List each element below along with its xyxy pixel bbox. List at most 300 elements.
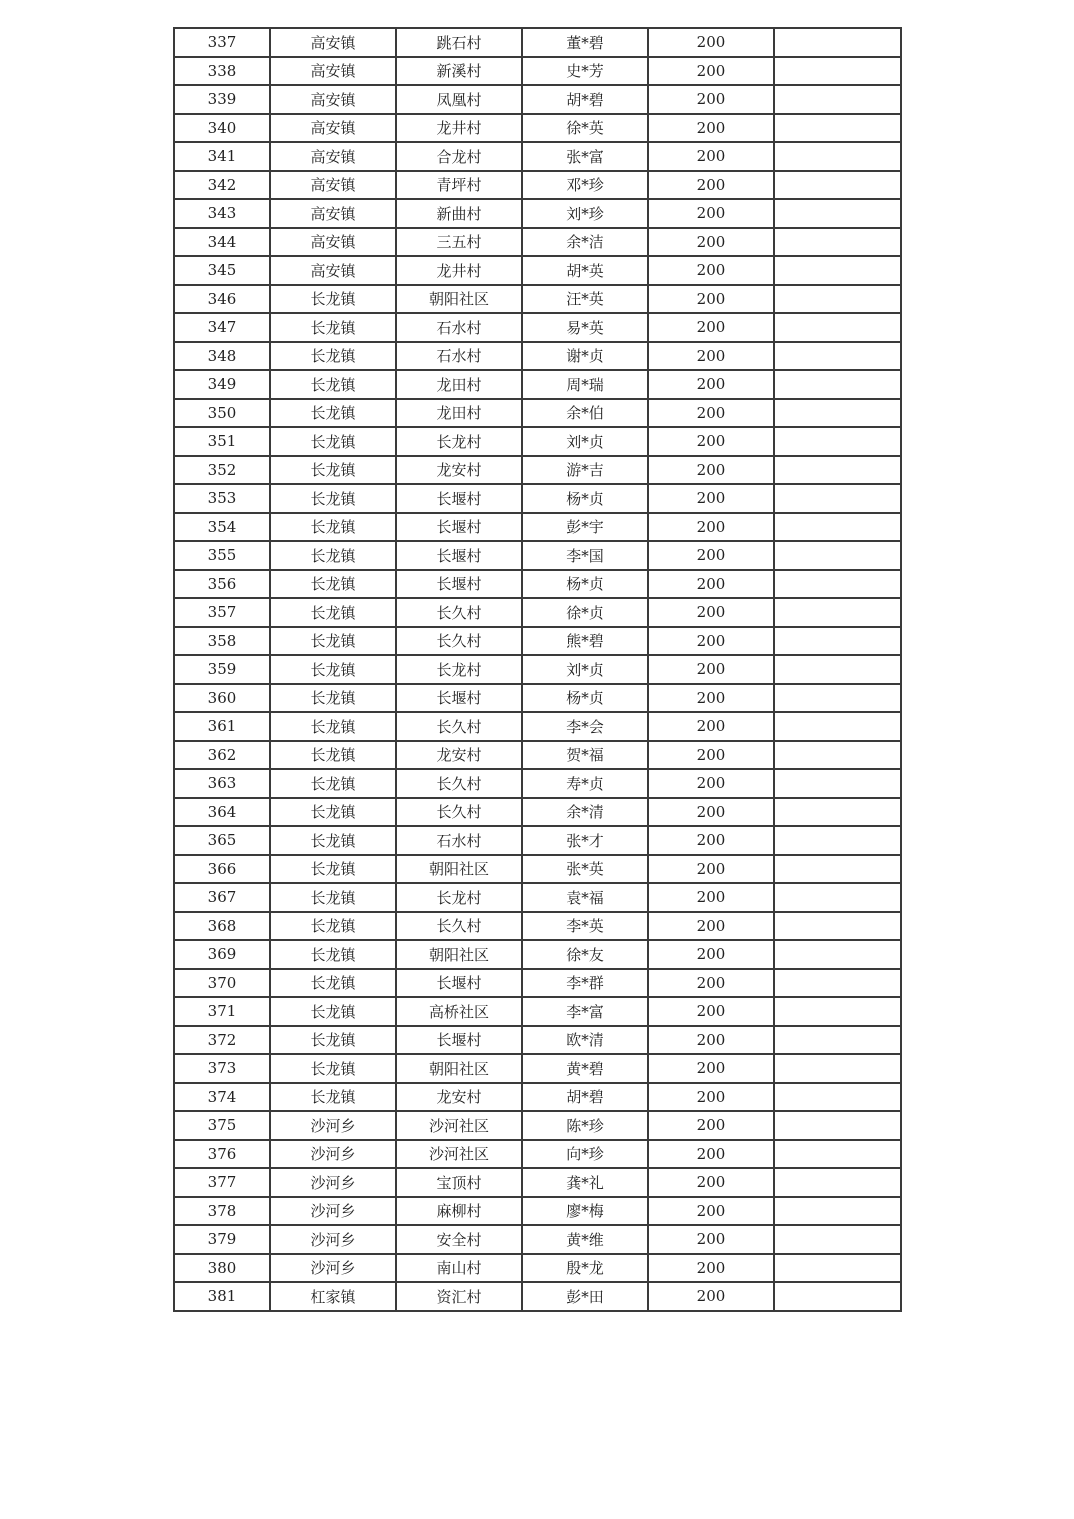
town-cell: 长龙镇 bbox=[270, 456, 396, 485]
village-cell: 合龙村 bbox=[396, 142, 522, 171]
table-row bbox=[174, 114, 901, 143]
town-cell: 高安镇 bbox=[270, 199, 396, 228]
note-cell bbox=[774, 342, 901, 371]
village-cell: 长久村 bbox=[396, 627, 522, 656]
village-cell: 长久村 bbox=[396, 712, 522, 741]
name-cell: 熊*碧 bbox=[522, 627, 648, 656]
name-cell: 黄*碧 bbox=[522, 1054, 648, 1083]
name-cell: 杨*贞 bbox=[522, 484, 648, 513]
village-cell: 石水村 bbox=[396, 313, 522, 342]
name-cell: 殷*龙 bbox=[522, 1254, 648, 1283]
row-number-cell: 345 bbox=[174, 256, 270, 285]
table-row bbox=[174, 712, 901, 741]
note-cell bbox=[774, 598, 901, 627]
amount-cell: 200 bbox=[648, 484, 774, 513]
table-row bbox=[174, 655, 901, 684]
note-cell bbox=[774, 883, 901, 912]
note-cell bbox=[774, 826, 901, 855]
note-cell bbox=[774, 741, 901, 770]
table-row bbox=[174, 969, 901, 998]
table-body bbox=[174, 28, 901, 1311]
town-cell: 长龙镇 bbox=[270, 912, 396, 941]
note-cell bbox=[774, 399, 901, 428]
table-row bbox=[174, 85, 901, 114]
name-cell: 彭*田 bbox=[522, 1282, 648, 1311]
note-cell bbox=[774, 1282, 901, 1311]
amount-cell: 200 bbox=[648, 1054, 774, 1083]
table-row bbox=[174, 342, 901, 371]
row-number-cell: 349 bbox=[174, 370, 270, 399]
name-cell: 刘*贞 bbox=[522, 427, 648, 456]
table-row bbox=[174, 598, 901, 627]
note-cell bbox=[774, 285, 901, 314]
table-row bbox=[174, 57, 901, 86]
name-cell: 李*国 bbox=[522, 541, 648, 570]
note-cell bbox=[774, 199, 901, 228]
amount-cell: 200 bbox=[648, 1225, 774, 1254]
name-cell: 余*洁 bbox=[522, 228, 648, 257]
note-cell bbox=[774, 798, 901, 827]
table-row bbox=[174, 313, 901, 342]
row-number-cell: 337 bbox=[174, 28, 270, 57]
row-number-cell: 342 bbox=[174, 171, 270, 200]
row-number-cell: 375 bbox=[174, 1111, 270, 1140]
amount-cell: 200 bbox=[648, 1168, 774, 1197]
town-cell: 长龙镇 bbox=[270, 484, 396, 513]
town-cell: 高安镇 bbox=[270, 28, 396, 57]
amount-cell: 200 bbox=[648, 912, 774, 941]
table-row bbox=[174, 370, 901, 399]
note-cell bbox=[774, 912, 901, 941]
note-cell bbox=[774, 541, 901, 570]
town-cell: 长龙镇 bbox=[270, 427, 396, 456]
town-cell: 长龙镇 bbox=[270, 883, 396, 912]
amount-cell: 200 bbox=[648, 427, 774, 456]
note-cell bbox=[774, 997, 901, 1026]
village-cell: 宝顶村 bbox=[396, 1168, 522, 1197]
amount-cell: 200 bbox=[648, 1282, 774, 1311]
amount-cell: 200 bbox=[648, 798, 774, 827]
town-cell: 沙河乡 bbox=[270, 1225, 396, 1254]
amount-cell: 200 bbox=[648, 399, 774, 428]
row-number-cell: 373 bbox=[174, 1054, 270, 1083]
table-row bbox=[174, 1083, 901, 1112]
table-row bbox=[174, 627, 901, 656]
note-cell bbox=[774, 1168, 901, 1197]
note-cell bbox=[774, 570, 901, 599]
amount-cell: 200 bbox=[648, 142, 774, 171]
row-number-cell: 339 bbox=[174, 85, 270, 114]
town-cell: 长龙镇 bbox=[270, 285, 396, 314]
town-cell: 杠家镇 bbox=[270, 1282, 396, 1311]
name-cell: 贺*福 bbox=[522, 741, 648, 770]
village-cell: 朝阳社区 bbox=[396, 285, 522, 314]
town-cell: 高安镇 bbox=[270, 256, 396, 285]
town-cell: 长龙镇 bbox=[270, 769, 396, 798]
note-cell bbox=[774, 684, 901, 713]
table-row bbox=[174, 427, 901, 456]
name-cell: 向*珍 bbox=[522, 1140, 648, 1169]
village-cell: 长久村 bbox=[396, 912, 522, 941]
town-cell: 高安镇 bbox=[270, 57, 396, 86]
row-number-cell: 362 bbox=[174, 741, 270, 770]
amount-cell: 200 bbox=[648, 57, 774, 86]
amount-cell: 200 bbox=[648, 969, 774, 998]
note-cell bbox=[774, 1197, 901, 1226]
name-cell: 李*群 bbox=[522, 969, 648, 998]
village-cell: 跳石村 bbox=[396, 28, 522, 57]
name-cell: 谢*贞 bbox=[522, 342, 648, 371]
note-cell bbox=[774, 1054, 901, 1083]
name-cell: 张*英 bbox=[522, 855, 648, 884]
note-cell bbox=[774, 313, 901, 342]
town-cell: 高安镇 bbox=[270, 142, 396, 171]
note-cell bbox=[774, 1254, 901, 1283]
note-cell bbox=[774, 1140, 901, 1169]
note-cell bbox=[774, 484, 901, 513]
name-cell: 汪*英 bbox=[522, 285, 648, 314]
note-cell bbox=[774, 256, 901, 285]
amount-cell: 200 bbox=[648, 85, 774, 114]
town-cell: 沙河乡 bbox=[270, 1168, 396, 1197]
name-cell: 胡*碧 bbox=[522, 1083, 648, 1112]
note-cell bbox=[774, 1111, 901, 1140]
name-cell: 欧*清 bbox=[522, 1026, 648, 1055]
amount-cell: 200 bbox=[648, 342, 774, 371]
amount-cell: 200 bbox=[648, 228, 774, 257]
name-cell: 张*富 bbox=[522, 142, 648, 171]
row-number-cell: 360 bbox=[174, 684, 270, 713]
amount-cell: 200 bbox=[648, 883, 774, 912]
town-cell: 长龙镇 bbox=[270, 370, 396, 399]
village-cell: 沙河社区 bbox=[396, 1111, 522, 1140]
table-row bbox=[174, 940, 901, 969]
amount-cell: 200 bbox=[648, 1111, 774, 1140]
row-number-cell: 338 bbox=[174, 57, 270, 86]
note-cell bbox=[774, 712, 901, 741]
row-number-cell: 372 bbox=[174, 1026, 270, 1055]
table-row bbox=[174, 855, 901, 884]
name-cell: 史*芳 bbox=[522, 57, 648, 86]
note-cell bbox=[774, 370, 901, 399]
row-number-cell: 363 bbox=[174, 769, 270, 798]
table-row bbox=[174, 541, 901, 570]
amount-cell: 200 bbox=[648, 598, 774, 627]
amount-cell: 200 bbox=[648, 1083, 774, 1112]
name-cell: 易*英 bbox=[522, 313, 648, 342]
amount-cell: 200 bbox=[648, 1254, 774, 1283]
village-cell: 长龙村 bbox=[396, 883, 522, 912]
village-cell: 长龙村 bbox=[396, 655, 522, 684]
row-number-cell: 359 bbox=[174, 655, 270, 684]
town-cell: 高安镇 bbox=[270, 85, 396, 114]
name-cell: 刘*贞 bbox=[522, 655, 648, 684]
town-cell: 长龙镇 bbox=[270, 969, 396, 998]
note-cell bbox=[774, 1225, 901, 1254]
note-cell bbox=[774, 28, 901, 57]
name-cell: 胡*英 bbox=[522, 256, 648, 285]
village-cell: 三五村 bbox=[396, 228, 522, 257]
table-row bbox=[174, 1168, 901, 1197]
note-cell bbox=[774, 456, 901, 485]
town-cell: 长龙镇 bbox=[270, 655, 396, 684]
town-cell: 长龙镇 bbox=[270, 684, 396, 713]
amount-cell: 200 bbox=[648, 940, 774, 969]
name-cell: 廖*梅 bbox=[522, 1197, 648, 1226]
town-cell: 长龙镇 bbox=[270, 570, 396, 599]
row-number-cell: 379 bbox=[174, 1225, 270, 1254]
name-cell: 彭*宇 bbox=[522, 513, 648, 542]
row-number-cell: 343 bbox=[174, 199, 270, 228]
table-row bbox=[174, 1197, 901, 1226]
row-number-cell: 357 bbox=[174, 598, 270, 627]
village-cell: 长堰村 bbox=[396, 969, 522, 998]
village-cell: 龙井村 bbox=[396, 256, 522, 285]
name-cell: 袁*福 bbox=[522, 883, 648, 912]
row-number-cell: 368 bbox=[174, 912, 270, 941]
amount-cell: 200 bbox=[648, 256, 774, 285]
village-cell: 长久村 bbox=[396, 798, 522, 827]
row-number-cell: 371 bbox=[174, 997, 270, 1026]
amount-cell: 200 bbox=[648, 114, 774, 143]
row-number-cell: 369 bbox=[174, 940, 270, 969]
note-cell bbox=[774, 940, 901, 969]
village-cell: 朝阳社区 bbox=[396, 940, 522, 969]
town-cell: 沙河乡 bbox=[270, 1197, 396, 1226]
village-cell: 龙安村 bbox=[396, 456, 522, 485]
table-row bbox=[174, 1282, 901, 1311]
town-cell: 沙河乡 bbox=[270, 1254, 396, 1283]
amount-cell: 200 bbox=[648, 370, 774, 399]
name-cell: 李*英 bbox=[522, 912, 648, 941]
note-cell bbox=[774, 228, 901, 257]
town-cell: 长龙镇 bbox=[270, 1054, 396, 1083]
village-cell: 南山村 bbox=[396, 1254, 522, 1283]
note-cell bbox=[774, 969, 901, 998]
table-row bbox=[174, 826, 901, 855]
table-row bbox=[174, 570, 901, 599]
name-cell: 杨*贞 bbox=[522, 684, 648, 713]
village-cell: 龙井村 bbox=[396, 114, 522, 143]
village-cell: 青坪村 bbox=[396, 171, 522, 200]
village-cell: 朝阳社区 bbox=[396, 855, 522, 884]
village-cell: 龙田村 bbox=[396, 399, 522, 428]
table-row bbox=[174, 484, 901, 513]
row-number-cell: 341 bbox=[174, 142, 270, 171]
row-number-cell: 344 bbox=[174, 228, 270, 257]
amount-cell: 200 bbox=[648, 712, 774, 741]
row-number-cell: 351 bbox=[174, 427, 270, 456]
name-cell: 徐*英 bbox=[522, 114, 648, 143]
note-cell bbox=[774, 769, 901, 798]
amount-cell: 200 bbox=[648, 313, 774, 342]
name-cell: 余*清 bbox=[522, 798, 648, 827]
table-row bbox=[174, 1026, 901, 1055]
name-cell: 胡*碧 bbox=[522, 85, 648, 114]
town-cell: 高安镇 bbox=[270, 171, 396, 200]
table-row bbox=[174, 171, 901, 200]
village-cell: 新溪村 bbox=[396, 57, 522, 86]
amount-cell: 200 bbox=[648, 171, 774, 200]
note-cell bbox=[774, 171, 901, 200]
town-cell: 长龙镇 bbox=[270, 598, 396, 627]
note-cell bbox=[774, 57, 901, 86]
town-cell: 沙河乡 bbox=[270, 1140, 396, 1169]
row-number-cell: 377 bbox=[174, 1168, 270, 1197]
name-cell: 陈*珍 bbox=[522, 1111, 648, 1140]
village-cell: 长堰村 bbox=[396, 684, 522, 713]
table-row bbox=[174, 199, 901, 228]
amount-cell: 200 bbox=[648, 570, 774, 599]
village-cell: 长久村 bbox=[396, 598, 522, 627]
table-row bbox=[174, 228, 901, 257]
amount-cell: 200 bbox=[648, 1197, 774, 1226]
row-number-cell: 376 bbox=[174, 1140, 270, 1169]
village-cell: 长堰村 bbox=[396, 484, 522, 513]
village-cell: 长久村 bbox=[396, 769, 522, 798]
amount-cell: 200 bbox=[648, 1026, 774, 1055]
village-cell: 长堰村 bbox=[396, 513, 522, 542]
town-cell: 长龙镇 bbox=[270, 741, 396, 770]
village-cell: 长龙村 bbox=[396, 427, 522, 456]
row-number-cell: 380 bbox=[174, 1254, 270, 1283]
name-cell: 徐*友 bbox=[522, 940, 648, 969]
row-number-cell: 355 bbox=[174, 541, 270, 570]
row-number-cell: 378 bbox=[174, 1197, 270, 1226]
village-cell: 麻柳村 bbox=[396, 1197, 522, 1226]
note-cell bbox=[774, 85, 901, 114]
note-cell bbox=[774, 1083, 901, 1112]
table-row bbox=[174, 1111, 901, 1140]
table-row bbox=[174, 28, 901, 57]
town-cell: 长龙镇 bbox=[270, 627, 396, 656]
amount-cell: 200 bbox=[648, 684, 774, 713]
amount-cell: 200 bbox=[648, 826, 774, 855]
row-number-cell: 374 bbox=[174, 1083, 270, 1112]
row-number-cell: 340 bbox=[174, 114, 270, 143]
row-number-cell: 354 bbox=[174, 513, 270, 542]
town-cell: 长龙镇 bbox=[270, 1083, 396, 1112]
town-cell: 长龙镇 bbox=[270, 513, 396, 542]
name-cell: 寿*贞 bbox=[522, 769, 648, 798]
amount-cell: 200 bbox=[648, 769, 774, 798]
row-number-cell: 353 bbox=[174, 484, 270, 513]
table-row bbox=[174, 1054, 901, 1083]
town-cell: 长龙镇 bbox=[270, 1026, 396, 1055]
table-row bbox=[174, 912, 901, 941]
row-number-cell: 361 bbox=[174, 712, 270, 741]
name-cell: 李*会 bbox=[522, 712, 648, 741]
name-cell: 杨*贞 bbox=[522, 570, 648, 599]
note-cell bbox=[774, 513, 901, 542]
row-number-cell: 348 bbox=[174, 342, 270, 371]
row-number-cell: 347 bbox=[174, 313, 270, 342]
village-cell: 安全村 bbox=[396, 1225, 522, 1254]
table-row bbox=[174, 1225, 901, 1254]
village-cell: 龙安村 bbox=[396, 741, 522, 770]
village-cell: 沙河社区 bbox=[396, 1140, 522, 1169]
table-row bbox=[174, 256, 901, 285]
note-cell bbox=[774, 142, 901, 171]
amount-cell: 200 bbox=[648, 541, 774, 570]
note-cell bbox=[774, 114, 901, 143]
town-cell: 长龙镇 bbox=[270, 342, 396, 371]
village-cell: 石水村 bbox=[396, 342, 522, 371]
village-cell: 龙安村 bbox=[396, 1083, 522, 1112]
town-cell: 长龙镇 bbox=[270, 798, 396, 827]
name-cell: 刘*珍 bbox=[522, 199, 648, 228]
table-row bbox=[174, 798, 901, 827]
name-cell: 余*伯 bbox=[522, 399, 648, 428]
amount-cell: 200 bbox=[648, 285, 774, 314]
name-cell: 游*吉 bbox=[522, 456, 648, 485]
name-cell: 黄*维 bbox=[522, 1225, 648, 1254]
town-cell: 长龙镇 bbox=[270, 712, 396, 741]
village-cell: 长堰村 bbox=[396, 1026, 522, 1055]
table-row bbox=[174, 741, 901, 770]
village-cell: 资汇村 bbox=[396, 1282, 522, 1311]
town-cell: 长龙镇 bbox=[270, 997, 396, 1026]
town-cell: 长龙镇 bbox=[270, 855, 396, 884]
table-row bbox=[174, 997, 901, 1026]
row-number-cell: 367 bbox=[174, 883, 270, 912]
note-cell bbox=[774, 855, 901, 884]
village-cell: 新曲村 bbox=[396, 199, 522, 228]
row-number-cell: 381 bbox=[174, 1282, 270, 1311]
recipient-table bbox=[173, 27, 902, 1312]
note-cell bbox=[774, 655, 901, 684]
amount-cell: 200 bbox=[648, 655, 774, 684]
amount-cell: 200 bbox=[648, 28, 774, 57]
table-row bbox=[174, 883, 901, 912]
amount-cell: 200 bbox=[648, 456, 774, 485]
amount-cell: 200 bbox=[648, 513, 774, 542]
row-number-cell: 350 bbox=[174, 399, 270, 428]
town-cell: 长龙镇 bbox=[270, 826, 396, 855]
table-row bbox=[174, 456, 901, 485]
name-cell: 张*才 bbox=[522, 826, 648, 855]
note-cell bbox=[774, 1026, 901, 1055]
row-number-cell: 364 bbox=[174, 798, 270, 827]
village-cell: 龙田村 bbox=[396, 370, 522, 399]
village-cell: 石水村 bbox=[396, 826, 522, 855]
amount-cell: 200 bbox=[648, 997, 774, 1026]
row-number-cell: 370 bbox=[174, 969, 270, 998]
row-number-cell: 365 bbox=[174, 826, 270, 855]
row-number-cell: 352 bbox=[174, 456, 270, 485]
row-number-cell: 356 bbox=[174, 570, 270, 599]
village-cell: 长堰村 bbox=[396, 570, 522, 599]
town-cell: 长龙镇 bbox=[270, 313, 396, 342]
town-cell: 长龙镇 bbox=[270, 940, 396, 969]
table-row bbox=[174, 769, 901, 798]
village-cell: 朝阳社区 bbox=[396, 1054, 522, 1083]
town-cell: 长龙镇 bbox=[270, 399, 396, 428]
table-row bbox=[174, 1254, 901, 1283]
table-row bbox=[174, 285, 901, 314]
town-cell: 高安镇 bbox=[270, 114, 396, 143]
town-cell: 高安镇 bbox=[270, 228, 396, 257]
note-cell bbox=[774, 627, 901, 656]
amount-cell: 200 bbox=[648, 741, 774, 770]
town-cell: 沙河乡 bbox=[270, 1111, 396, 1140]
row-number-cell: 346 bbox=[174, 285, 270, 314]
amount-cell: 200 bbox=[648, 627, 774, 656]
row-number-cell: 366 bbox=[174, 855, 270, 884]
table-row bbox=[174, 142, 901, 171]
row-number-cell: 358 bbox=[174, 627, 270, 656]
village-cell: 高桥社区 bbox=[396, 997, 522, 1026]
